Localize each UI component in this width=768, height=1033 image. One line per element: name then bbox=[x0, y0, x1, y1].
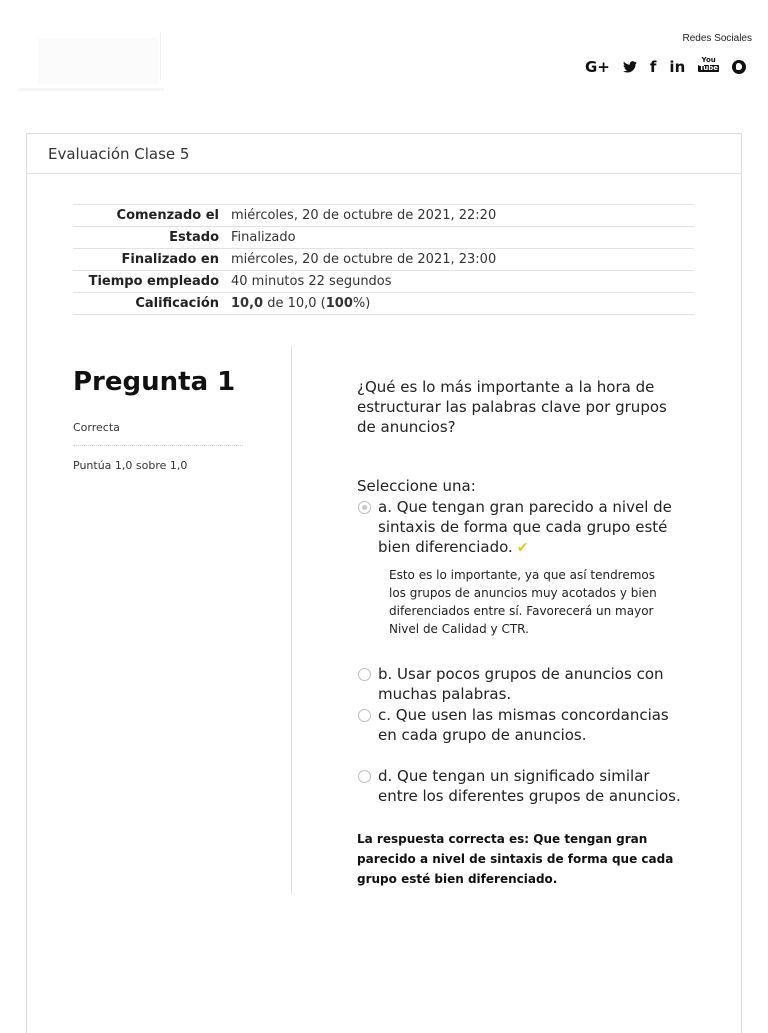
grade-end: %) bbox=[352, 296, 371, 311]
summary-key-time: Tiempo empleado bbox=[73, 271, 225, 293]
twitter-icon[interactable] bbox=[623, 57, 637, 77]
radio-option-d[interactable] bbox=[358, 770, 371, 783]
radio-option-c[interactable] bbox=[358, 709, 371, 722]
answer-option-d[interactable] bbox=[357, 766, 687, 806]
question-title: Pregunta 1 bbox=[73, 367, 236, 397]
facebook-icon[interactable]: f bbox=[649, 58, 657, 76]
globe-icon[interactable] bbox=[732, 57, 746, 77]
option-c-label: c. Que usen las mismas concordancias en cada grupo de anuncios. bbox=[378, 706, 669, 744]
logo-divider bbox=[160, 32, 161, 80]
summary-value-grade bbox=[225, 293, 694, 315]
option-b-label: b. Usar pocos grupos de anuncios con muchas palabras. bbox=[378, 665, 664, 703]
answer-option-b[interactable] bbox=[357, 664, 687, 704]
option-a-label: a. Que tengan gran parecido a nivel de sintaxis de forma que cada grupo esté bien diferenciado. bbox=[378, 498, 672, 556]
option-feedback: Esto es lo importante, ya que así tendremos los grupos de anuncios muy acotados y bien diferenciados entre sí. Favorecerá un mayor Nivel de Calidad y CTR. bbox=[389, 568, 657, 636]
quiz-review-card bbox=[26, 133, 742, 1033]
summary-key-finished: Finalizado en bbox=[73, 249, 225, 271]
attempt-summary-table bbox=[73, 204, 694, 315]
column-divider bbox=[291, 346, 292, 894]
social-icons bbox=[572, 57, 746, 77]
question-state: Correcta bbox=[73, 421, 243, 446]
table-row bbox=[73, 293, 694, 315]
grade-mid: de 10,0 ( bbox=[263, 296, 326, 311]
checkmark-icon: ✔ bbox=[516, 540, 529, 556]
table-row bbox=[73, 271, 694, 293]
google-plus-icon[interactable]: G+ bbox=[585, 58, 610, 76]
answer-option-a[interactable] bbox=[357, 497, 687, 558]
youtube-bottom: Tube bbox=[699, 64, 718, 72]
correct-answer-text: La respuesta correcta es: Que tengan gran parecido a nivel de sintaxis de forma que cada grupo esté bien diferenciado. bbox=[357, 832, 674, 886]
question-info bbox=[73, 366, 245, 472]
grade-score: 10,0 bbox=[231, 296, 264, 311]
grade-percent: 100 bbox=[325, 296, 353, 311]
social-title: Redes Sociales bbox=[682, 33, 752, 44]
option-d-label: d. Que tengan un significado similar entre los diferentes grupos de anuncios. bbox=[378, 767, 681, 805]
summary-value-time: 40 minutos 22 segundos bbox=[225, 271, 694, 293]
radio-option-b[interactable] bbox=[358, 668, 371, 681]
table-row bbox=[73, 249, 694, 271]
question-text: ¿Qué es lo más importante a la hora de estructurar las palabras clave por grupos de anuncios? bbox=[357, 378, 667, 436]
site-logo[interactable] bbox=[18, 30, 168, 96]
summary-key-grade: Calificación bbox=[73, 293, 225, 315]
linkedin-icon[interactable]: in bbox=[669, 58, 686, 76]
summary-value-started: miércoles, 20 de octubre de 2021, 22:20 bbox=[225, 205, 694, 227]
logo-mark bbox=[38, 38, 158, 84]
logo-tagline bbox=[18, 88, 164, 91]
radio-option-a[interactable] bbox=[358, 501, 371, 514]
table-row bbox=[73, 227, 694, 249]
youtube-top: You bbox=[701, 56, 716, 64]
card-title: Evaluación Clase 5 bbox=[27, 134, 741, 174]
summary-value-state: Finalizado bbox=[225, 227, 694, 249]
summary-key-state: Estado bbox=[73, 227, 225, 249]
summary-key-started: Comenzado el bbox=[73, 205, 225, 227]
question-grade: Puntúa 1,0 sobre 1,0 bbox=[73, 459, 188, 472]
answer-prompt: Seleccione una: bbox=[357, 477, 476, 495]
summary-value-finished: miércoles, 20 de octubre de 2021, 23:00 bbox=[225, 249, 694, 271]
table-row bbox=[73, 205, 694, 227]
answer-option-c[interactable] bbox=[357, 705, 687, 745]
youtube-icon[interactable] bbox=[698, 57, 719, 77]
